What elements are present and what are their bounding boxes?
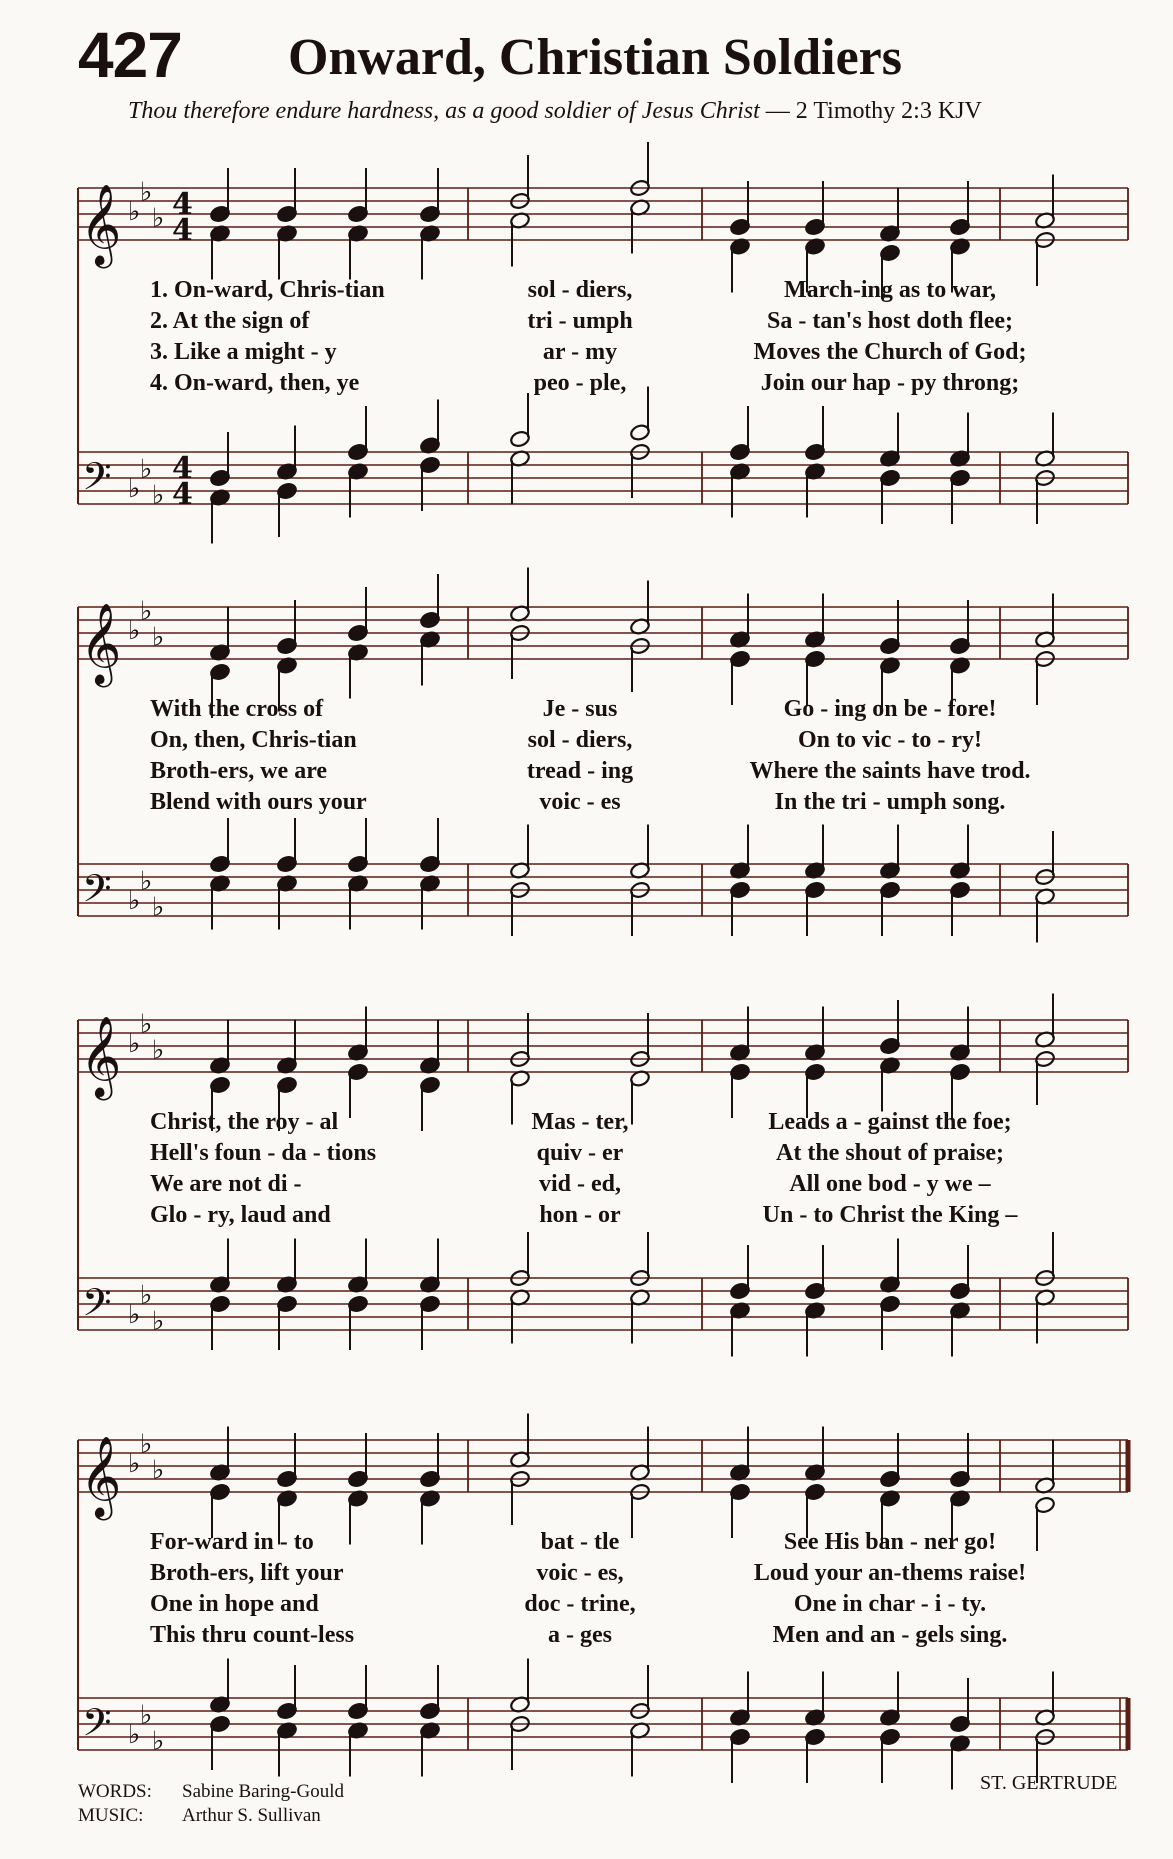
flat-icon: ♭ [152, 622, 165, 653]
lyric-line: a - ges [548, 1622, 612, 1648]
lyric-line: quiv - er [536, 1140, 624, 1166]
flat-icon: ♭ [128, 474, 141, 504]
flat-icon: ♭ [152, 892, 165, 923]
flat-icon: ♭ [140, 866, 153, 897]
words-label: WORDS: [78, 1781, 152, 1802]
lyric-line: Men and an - gels sing. [772, 1622, 1008, 1648]
hymn-title: Onward, Christian Soldiers [288, 29, 902, 86]
lyric-line: 4. On-ward, then, ye [150, 370, 360, 396]
lyric-line: See His ban - ner go! [783, 1529, 997, 1555]
lyric-line: We are not di - [150, 1171, 302, 1197]
lyric-line: One in char - i - ty. [793, 1591, 987, 1617]
flat-icon: ♭ [128, 616, 141, 646]
flat-icon: ♭ [128, 197, 141, 227]
lyric-line: Broth-ers, we are [150, 758, 328, 784]
bass-clef-icon: 𝄢 [82, 1700, 112, 1754]
bass-clef-icon: 𝄢 [82, 454, 112, 508]
flat-icon: ♭ [140, 596, 153, 627]
lyric-line: vid - ed, [538, 1171, 621, 1197]
flat-icon: ♭ [128, 886, 141, 916]
epigraph-quote: Thou therefore endure hardness, as a good soldier of Jesus Christ [128, 98, 760, 124]
lyric-line: hon - or [539, 1202, 621, 1228]
flat-icon: ♭ [140, 1700, 153, 1731]
flat-icon: ♭ [140, 1280, 153, 1311]
lyric-line: With the cross of [150, 696, 324, 722]
lyric-line: Je - sus [542, 696, 618, 722]
lyric-line: Broth-ers, lift your [150, 1560, 344, 1586]
time-signature: 4 [172, 477, 193, 512]
lyric-line: Mas - ter, [531, 1109, 629, 1135]
music-credit [78, 1804, 344, 1828]
lyric-line: Un - to Christ the King – [762, 1202, 1018, 1228]
flat-icon: ♭ [128, 1029, 141, 1059]
lyric-line: On to vic - to - ry! [798, 727, 982, 753]
flat-icon: ♭ [152, 480, 165, 511]
treble-clef-icon: 𝄞 [80, 1015, 122, 1097]
lyric-line: Blend with ours your [150, 789, 367, 815]
lyric-line: All one bod - y we – [789, 1171, 991, 1197]
flat-icon: ♭ [128, 1300, 141, 1330]
lyric-line: bat - tle [540, 1529, 620, 1555]
lyric-line: March-ing as to war, [784, 277, 996, 303]
hymn-number: 427 [78, 19, 182, 91]
lyric-line: Glo - ry, laud and [150, 1202, 331, 1228]
lyric-line: Loud your an-thems raise! [753, 1560, 1027, 1586]
treble-clef-icon: 𝄞 [80, 602, 122, 684]
lyric-line: For-ward in - to [150, 1529, 314, 1555]
flat-icon: ♭ [152, 1306, 165, 1337]
lyric-line: In the tri - umph song. [774, 789, 1006, 815]
flat-icon: ♭ [140, 177, 153, 208]
treble-clef-icon: 𝄞 [80, 183, 122, 265]
lyric-line: tri - umph [527, 308, 633, 334]
music-author: Arthur S. Sullivan [182, 1805, 321, 1826]
lyric-line: tread - ing [526, 758, 634, 784]
lyric-line: At the shout of praise; [776, 1140, 1004, 1166]
lyric-line: 1. On-ward, Chris-tian [150, 277, 385, 303]
credits [78, 1780, 344, 1828]
lyric-line: This thru count-less [150, 1622, 355, 1648]
flat-icon: ♭ [140, 1009, 153, 1040]
words-author: Sabine Baring-Gould [182, 1781, 345, 1802]
lyric-line: voic - es [539, 789, 621, 815]
lyric-line: peo - ple, [533, 370, 627, 396]
time-signature: 4 [172, 213, 193, 248]
lyric-line: 3. Like a might - y [150, 339, 337, 365]
flat-icon: ♭ [152, 203, 165, 234]
flat-icon: ♭ [152, 1726, 165, 1757]
lyric-line: Sa - tan's host doth flee; [766, 308, 1013, 334]
music-label: MUSIC: [78, 1805, 144, 1826]
time-signature: 4 [172, 451, 193, 486]
treble-clef-icon: 𝄞 [80, 1435, 122, 1517]
scripture-reference: — 2 Timothy 2:3 KJV [759, 98, 982, 124]
lyric-line: On, then, Chris-tian [150, 727, 357, 753]
flat-icon: ♭ [140, 454, 153, 485]
lyric-line: Where the saints have trod. [749, 758, 1031, 784]
tune-name: ST. GERTRUDE [980, 1772, 1118, 1794]
lyric-line: Leads a - gainst the foe; [768, 1109, 1012, 1135]
lyric-line: Hell's foun - da - tions [150, 1140, 377, 1166]
lyric-line: voic - es, [536, 1560, 624, 1586]
flat-icon: ♭ [128, 1449, 141, 1479]
lyric-line: sol - diers, [527, 727, 633, 753]
time-signature: 4 [172, 187, 193, 222]
bass-clef-icon: 𝄢 [82, 866, 112, 920]
lyric-line: Join our hap - py throng; [760, 370, 1020, 396]
flat-icon: ♭ [152, 1035, 165, 1066]
lyric-line: doc - trine, [524, 1591, 636, 1617]
lyric-line: Go - ing on be - fore! [783, 696, 997, 722]
lyric-line: Christ, the roy - al [150, 1109, 339, 1135]
words-credit [78, 1780, 344, 1804]
lyric-line: sol - diers, [527, 277, 633, 303]
flat-icon: ♭ [128, 1720, 141, 1750]
flat-icon: ♭ [140, 1429, 153, 1460]
lyric-line: 2. At the sign of [150, 308, 310, 334]
lyric-line: One in hope and [150, 1591, 319, 1617]
bass-clef-icon: 𝄢 [82, 1280, 112, 1334]
lyric-line: Moves the Church of God; [753, 339, 1027, 365]
lyric-line: ar - my [542, 339, 618, 365]
flat-icon: ♭ [152, 1455, 165, 1486]
